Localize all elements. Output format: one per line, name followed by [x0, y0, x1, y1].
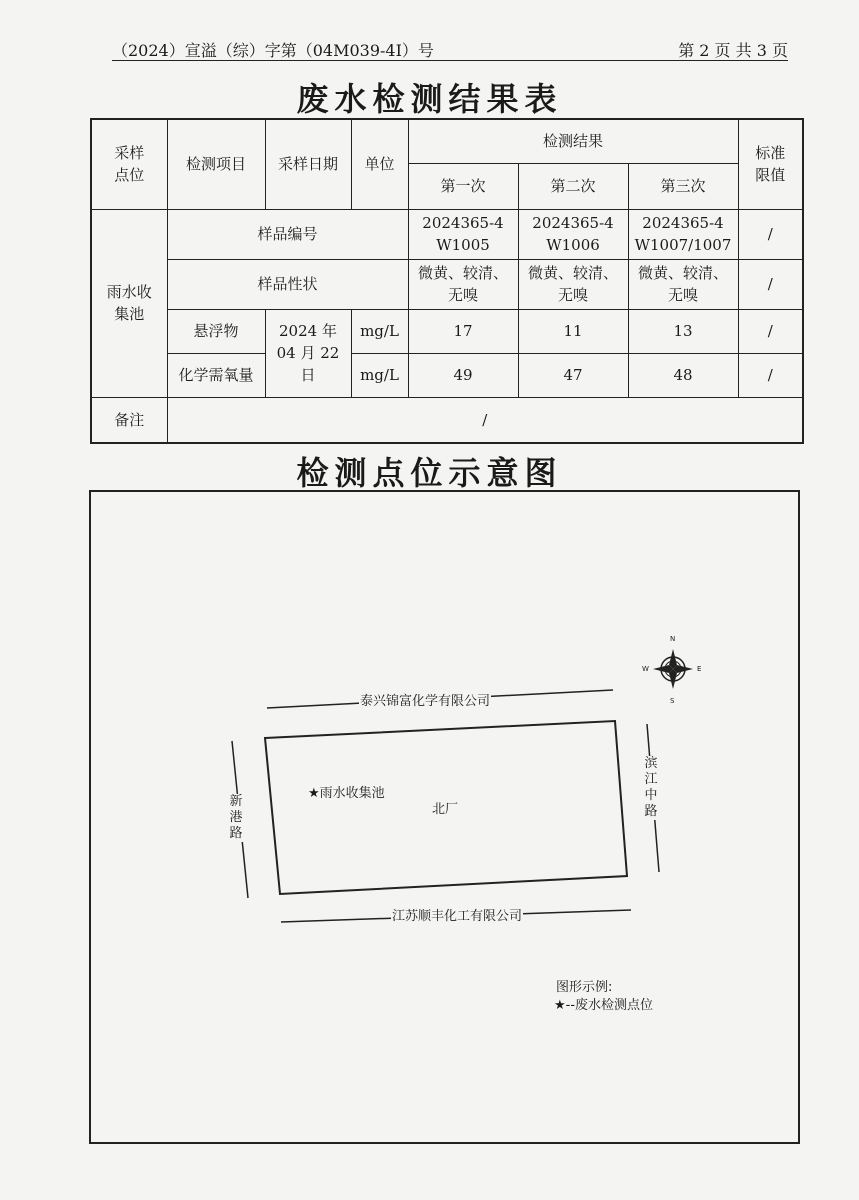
north-company-label: 泰兴锦富化学有限公司 [359, 690, 491, 709]
map-drawing [91, 492, 798, 1142]
sample-state-limit: / [738, 259, 803, 309]
header-round-2: 第二次 [518, 163, 628, 209]
east-road-label: 滨江中路 [644, 756, 658, 819]
document-header [112, 38, 788, 61]
site-map [89, 490, 800, 1144]
item-cod: 化学需氧量 [167, 353, 265, 397]
compass-s: S [670, 697, 675, 705]
sample-state-2: 微黄、较清、 无嗅 [518, 259, 628, 309]
compass-w: W [642, 665, 649, 673]
header-date: 采样日期 [265, 119, 351, 209]
compass-n: N [670, 635, 676, 643]
compass-icon [653, 649, 693, 689]
value-ss-1: 17 [408, 309, 518, 353]
sample-no-limit: / [738, 209, 803, 259]
west-road-label: 新港路 [229, 794, 243, 841]
sample-state-3: 微黄、较清、 无嗅 [628, 259, 738, 309]
remark-value: / [167, 397, 803, 443]
value-cod-2: 47 [518, 353, 628, 397]
unit-cod: mg/L [351, 353, 408, 397]
table-title: 废水检测结果表 [296, 80, 563, 118]
unit-suspended-solids: mg/L [351, 309, 408, 353]
sample-no-label: 样品编号 [167, 209, 408, 259]
item-suspended-solids: 悬浮物 [167, 309, 265, 353]
page-indicator: 第 2 页 共 3 页 [678, 41, 788, 60]
header-sampling-point: 采样 点位 [91, 119, 167, 209]
header-round-1: 第一次 [408, 163, 518, 209]
header-unit: 单位 [351, 119, 408, 209]
map-title: 检测点位示意图 [296, 454, 563, 492]
document-number: （2024）宣溢（综）字第（04M039-4I）号 [112, 41, 434, 60]
value-ss-3: 13 [628, 309, 738, 353]
legend-title: 图形示例: [556, 980, 613, 995]
value-cod-3: 48 [628, 353, 738, 397]
sample-no-1: 2024365-4 W1005 [408, 209, 518, 259]
value-cod-1: 49 [408, 353, 518, 397]
legend-item: ★--废水检测点位 [554, 998, 654, 1013]
results-table [90, 118, 804, 444]
south-company-label: 江苏顺丰化工有限公司 [391, 905, 523, 924]
sample-state-1: 微黄、较清、 无嗅 [408, 259, 518, 309]
limit-cod: / [738, 353, 803, 397]
sample-state-label: 样品性状 [167, 259, 408, 309]
monitoring-point-label: ★雨水收集池 [308, 786, 385, 801]
sampling-date: 2024 年 04 月 22 日 [265, 309, 351, 397]
header-item: 检测项目 [167, 119, 265, 209]
header-round-3: 第三次 [628, 163, 738, 209]
value-ss-2: 11 [518, 309, 628, 353]
compass-e: E [697, 665, 702, 673]
header-results: 检测结果 [408, 119, 738, 163]
limit-ss: / [738, 309, 803, 353]
sampling-point-cell: 雨水收 集池 [91, 209, 167, 397]
sample-no-2: 2024365-4 W1006 [518, 209, 628, 259]
sample-no-3: 2024365-4 W1007/1007 [628, 209, 738, 259]
remark-label: 备注 [91, 397, 167, 443]
header-limit: 标准 限值 [738, 119, 803, 209]
plant-label: 北厂 [432, 802, 459, 817]
